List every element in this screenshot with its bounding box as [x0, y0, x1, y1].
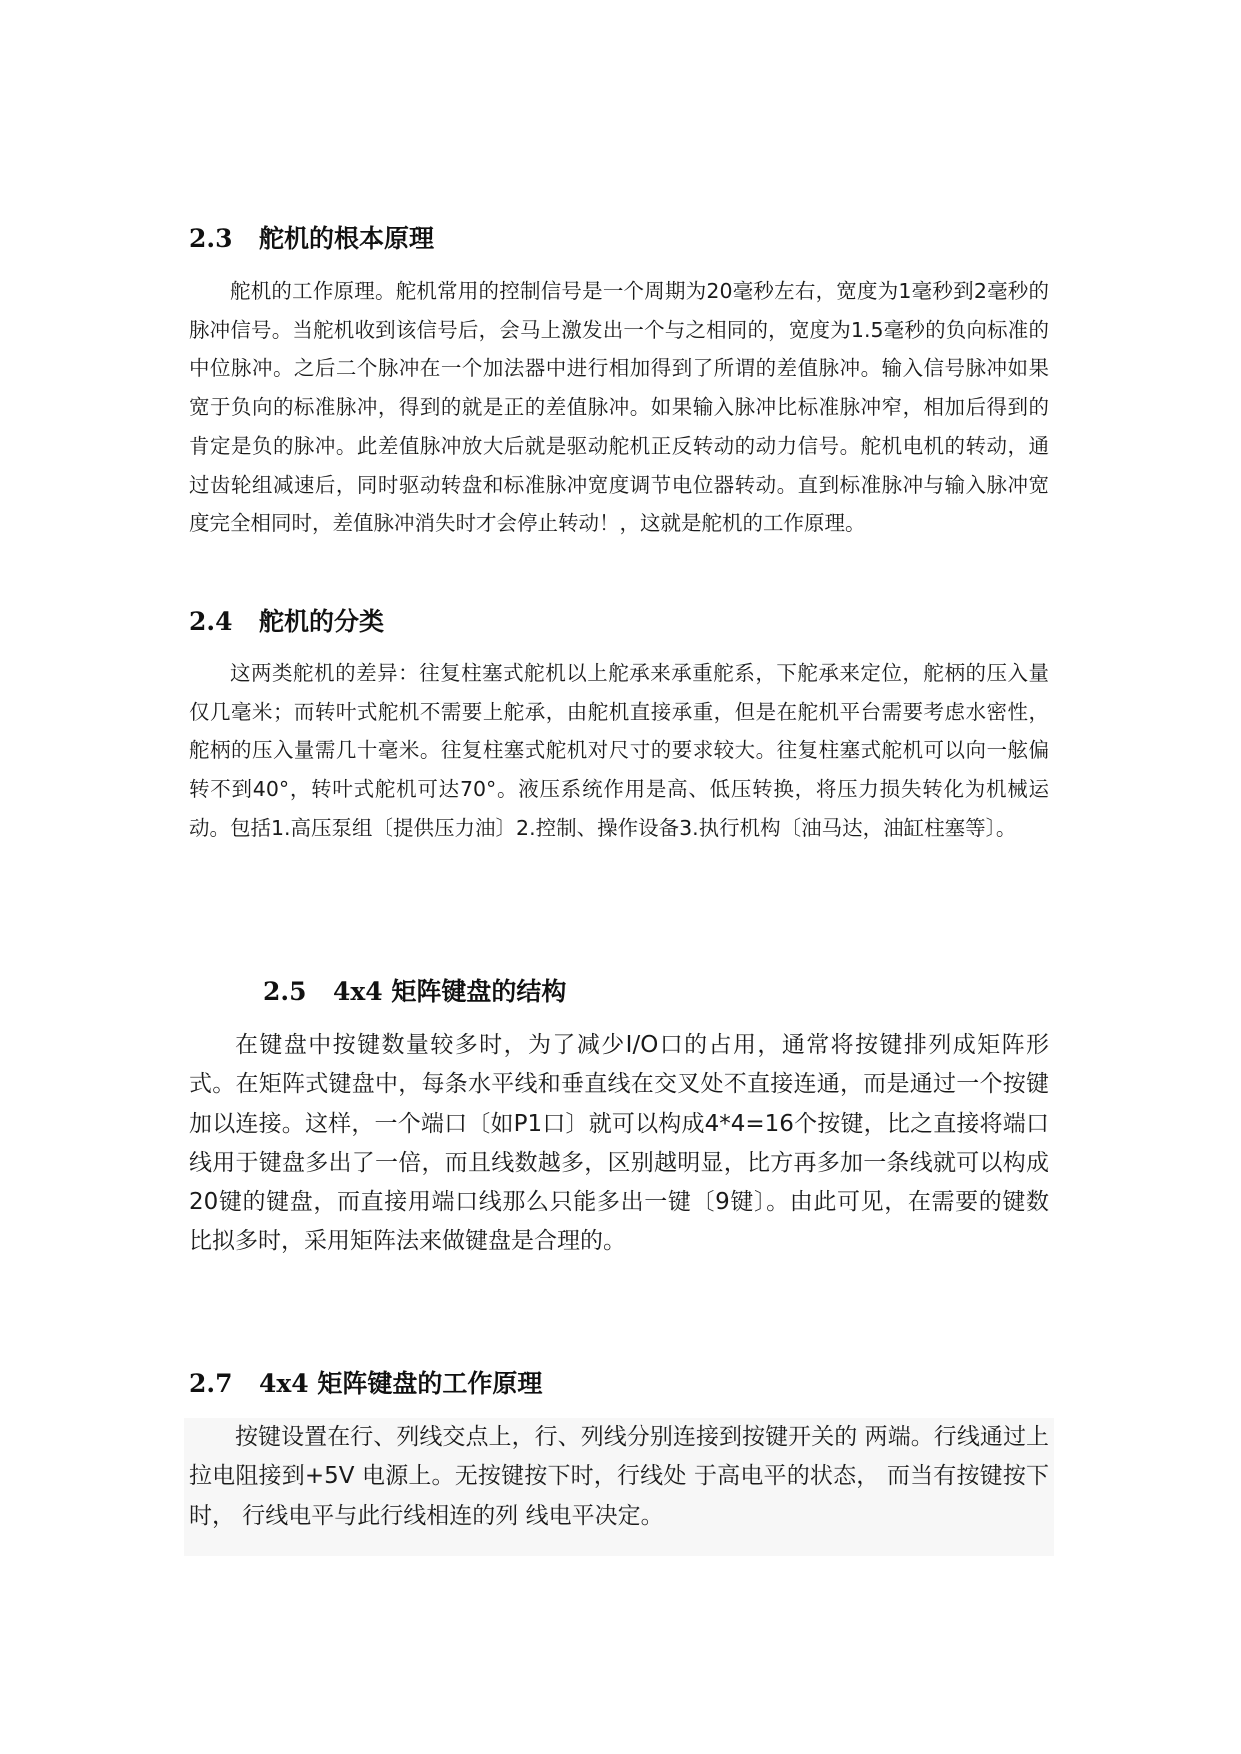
section-number: 2.4: [189, 607, 233, 636]
section-2-4: [189, 605, 1049, 639]
section-2-5: [263, 975, 1123, 1009]
section-title: 4x4 矩阵键盘的工作原理: [259, 1369, 543, 1398]
section-body: 这两类舵机的差异：往复柱塞式舵机以上舵承来承重舵系，下舵承来定位，舵柄的压入量仅几毫米；而转叶式舵机不需要上舵承，由舵机直接承重，但是在舵机平台需要考虑水密性，舵柄的压入量需几十毫米。往复柱塞式舵机对尺寸的要求较大。往复柱塞式舵机可以向一舷偏转不到40°，转叶式舵机可达70°。液压系统作用是高、低压转换，将压力损失转化为机械运动。包括1.高压泵组〔提供压力油〕2.控制、操作设备3.执行机构〔油马达，油缸柱塞等〕。: [189, 661, 1049, 840]
section-heading: [189, 1367, 1049, 1401]
section-2-3-body-wrap: [189, 272, 1049, 543]
section-body: 按键设置在行、列线交点上，行、列线分别连接到按键开关的 两端。行线通过上拉电阻接到+5V 电源上。无按键按下时，行线处 于高电平的状态， 而当有按键按下时， 行线电平与此行线相连的列 线电平决定。: [189, 1424, 1049, 1529]
section-title: 舵机的根本原理: [259, 224, 435, 253]
section-2-3: [189, 222, 1049, 256]
section-body: 舵机的工作原理。舵机常用的控制信号是一个周期为20毫秒左右，宽度为1毫秒到2毫秒的脉冲信号。当舵机收到该信号后，会马上激发出一个与之相同的，宽度为1.5毫秒的负向标准的中位脉冲。之后二个脉冲在一个加法器中进行相加得到了所谓的差值脉冲。输入信号脉冲如果宽于负向的标准脉冲，得到的就是正的差值脉冲。如果输入脉冲比标准脉冲窄，相加后得到的肯定是负的脉冲。此差值脉冲放大后就是驱动舵机正反转动的动力信号。舵机电机的转动，通过齿轮组减速后，同时驱动转盘和标准脉冲宽度调节电位器转动。直到标准脉冲与输入脉冲宽度完全相同时，差值脉冲消失时才会停止转动！，这就是舵机的工作原理。: [189, 279, 1049, 536]
section-heading: [263, 975, 1123, 1009]
section-number: 2.7: [189, 1369, 233, 1398]
section-number: 2.3: [189, 224, 233, 253]
section-title: 4x4 矩阵键盘的结构: [333, 977, 567, 1006]
section-2-7-body-wrap: [189, 1418, 1049, 1536]
section-heading: [189, 222, 1049, 256]
section-2-7: [189, 1367, 1049, 1401]
section-number: 2.5: [263, 977, 307, 1006]
section-title: 舵机的分类: [259, 607, 385, 636]
section-2-5-body-wrap: [189, 1026, 1049, 1262]
section-body: 在键盘中按键数量较多时，为了减少I/O口的占用，通常将按键排列成矩阵形式。在矩阵式键盘中，每条水平线和垂直线在交叉处不直接连通，而是通过一个按键加以连接。这样，一个端口〔如P1口〕就可以构成4*4=16个按键，比之直接将端口线用于键盘多出了一倍，而且线数越多，区别越明显，比方再多加一条线就可以构成20键的键盘，而直接用端口线那么只能多出一键〔9键〕。由此可见，在需要的键数比拟多时，采用矩阵法来做键盘是合理的。: [189, 1032, 1049, 1255]
section-2-4-body-wrap: [189, 654, 1049, 848]
section-heading: [189, 605, 1049, 639]
